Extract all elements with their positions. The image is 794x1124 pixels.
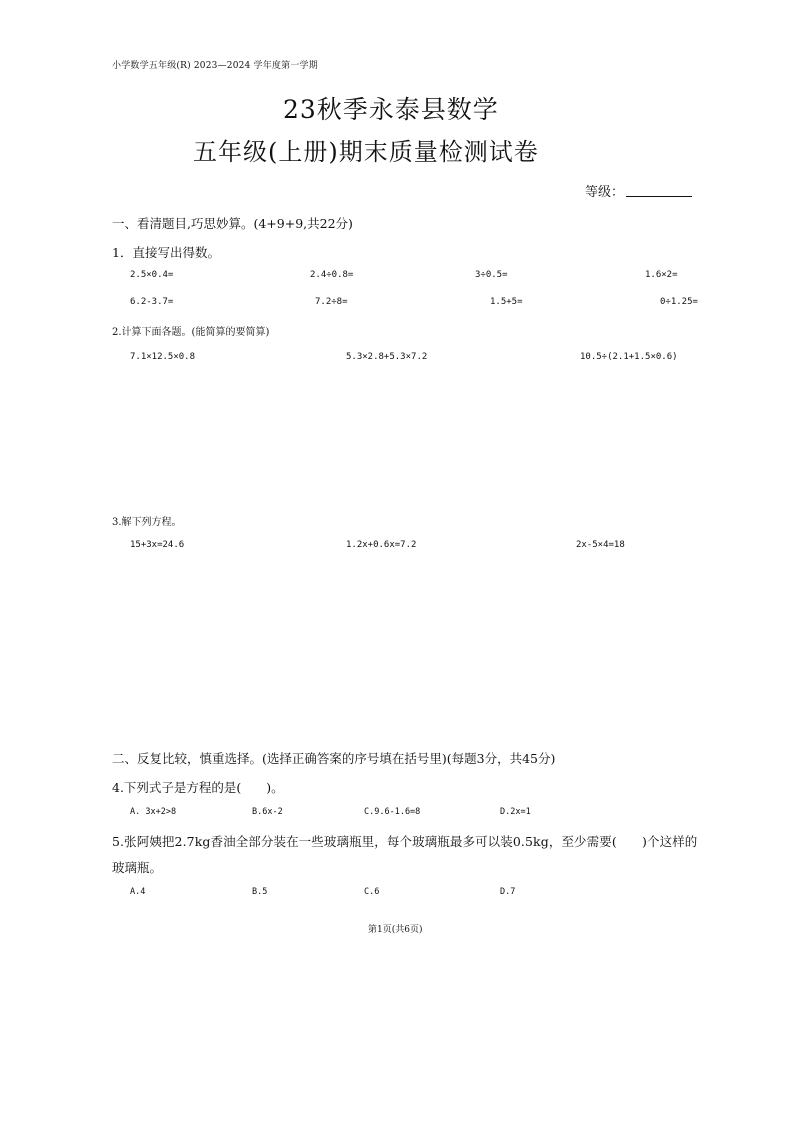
q3-item: 15+3x=24.6 [130, 540, 185, 550]
q1-item: 2.5×0.4= [130, 270, 174, 280]
q4-option-b: B.6x-2 [252, 807, 283, 817]
q3-title: 3.解下列方程。 [112, 517, 182, 528]
q1-item: 6.2-3.7= [130, 297, 174, 307]
q4-option-d: D.2x=1 [500, 807, 531, 817]
exam-title-line2: 五年级(上册)期末质量检测试卷 [193, 138, 539, 166]
q5-option-a: A.4 [130, 887, 146, 897]
q1-item: 3÷0.5= [475, 270, 508, 280]
q5-option-d: D.7 [500, 887, 516, 897]
exam-title-line1: 23秋季永泰县数学 [283, 95, 499, 124]
page-header: 小学数学五年级(R) 2023—2024 学年度第一学期 [112, 61, 318, 71]
q1-item: 1.5+5= [490, 297, 523, 307]
q5-option-c: C.6 [364, 887, 380, 897]
q1-item: 1.6×2= [645, 270, 678, 280]
q1-item: 0÷1.25= [660, 297, 698, 307]
q1-item: 7.2÷8= [315, 297, 348, 307]
q3-item: 1.2x+0.6x=7.2 [346, 540, 417, 550]
q3-item: 2x-5×4=18 [576, 540, 625, 550]
q2-item: 10.5÷(2.1+1.5×0.6) [580, 352, 678, 362]
section1-heading: 一、看清题目,巧思妙算。(4+9+9,共22分) [112, 216, 353, 231]
q1-item: 2.4÷0.8= [310, 270, 354, 280]
q2-item: 7.1×12.5×0.8 [130, 352, 196, 362]
q5-title-line1: 5.张阿姨把2.7kg香油全部分装在一些玻璃瓶里，每个玻璃瓶最多可以装0.5kg，至少需要( )个这样的 [112, 834, 698, 849]
grade-field [585, 181, 692, 200]
section2-heading: 二、反复比较，慎重选择。(选择正确答案的序号填在括号里)(每题3分，共45分) [112, 751, 556, 766]
grade-blank [626, 184, 692, 197]
q4-option-c: C.9.6-1.6=8 [364, 807, 421, 817]
q1-title: 1．直接写出得数。 [112, 245, 220, 260]
q5-title-line2: 玻璃瓶。 [112, 860, 163, 875]
grade-label: 等级： [585, 185, 625, 200]
q5-option-b: B.5 [252, 887, 268, 897]
q2-title: 2.计算下面各题。(能简算的要简算) [112, 327, 270, 338]
page-footer: 第1页(共6页) [368, 925, 423, 935]
q2-item: 5.3×2.8+5.3×7.2 [346, 352, 428, 362]
q4-title: 4.下列式子是方程的是( )。 [112, 780, 284, 795]
q4-option-a: A. 3x+2>8 [130, 807, 177, 817]
